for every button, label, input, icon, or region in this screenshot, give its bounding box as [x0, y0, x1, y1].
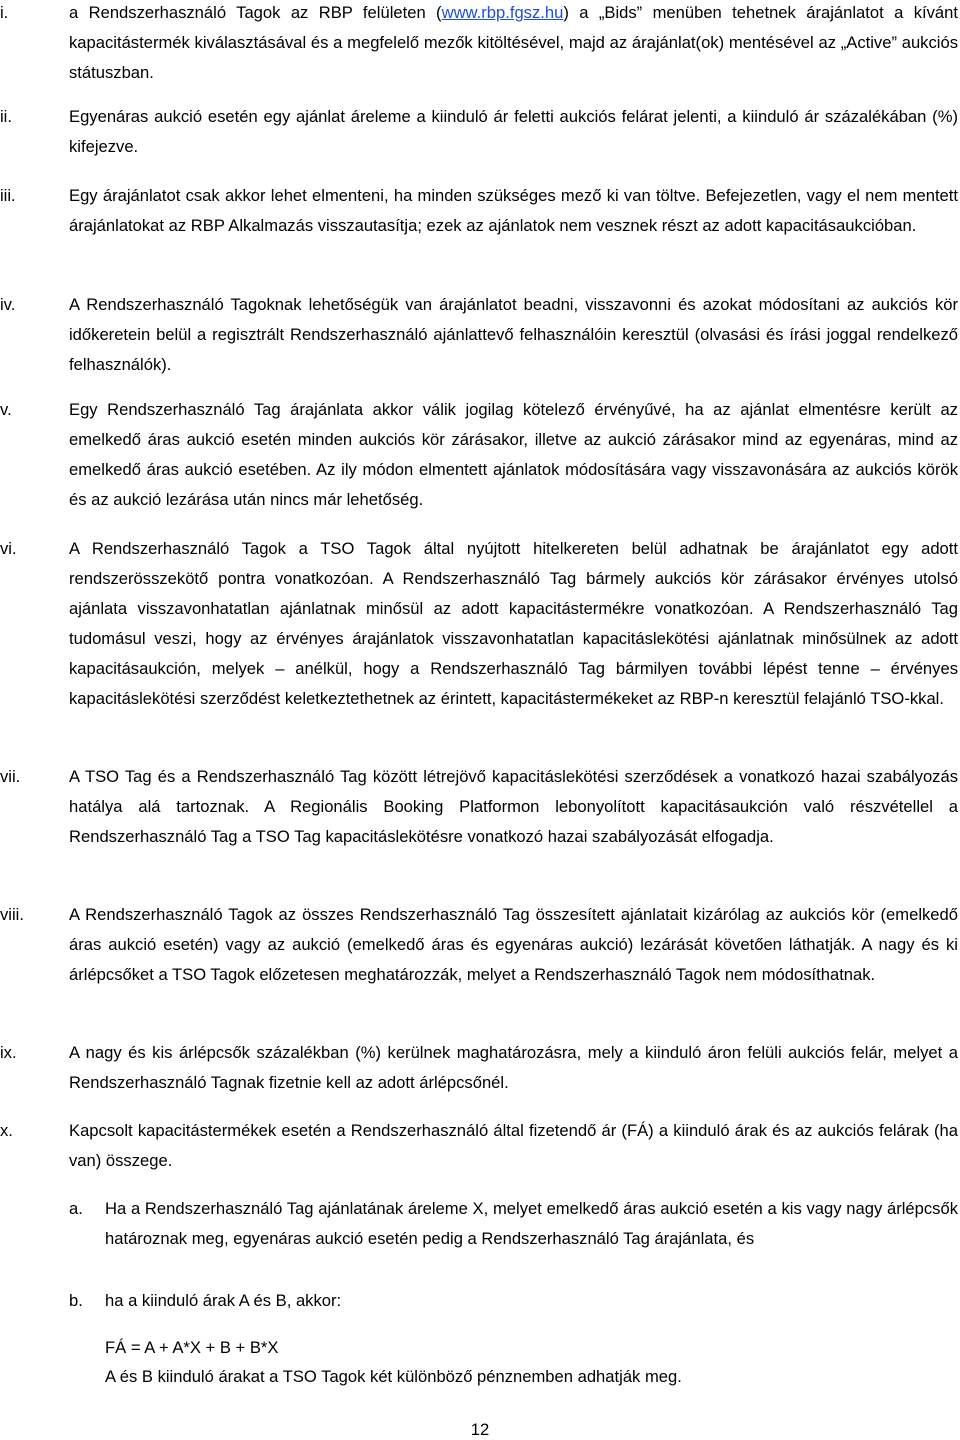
item-text-part: a Rendszerhasználó Tagok az RBP felületen ( [69, 3, 442, 22]
item-text: Egyenáras aukció esetén egy ajánlat áreleme a kiinduló ár feletti aukciós felárat jelenti, a kiinduló ár százalékában (%) kifejezve. [69, 107, 958, 156]
list-item [0, 1038, 960, 1098]
item-text: Egy árajánlatot csak akkor lehet elmenteni, ha minden szükséges mező ki van töltve. Befejezetlen, vagy el nem mentett árajánlatokat az RBP Alkalmazás visszautasítja; ezek az ajánlatok nem vesznek részt az adott kapacitásaukcióban. [69, 186, 958, 235]
list-item [0, 534, 960, 714]
item-text: Egy Rendszerhasználó Tag árajánlata akkor válik jogilag kötelező érvényűvé, ha az ajánlat elmentésre került az emelkedő áras aukció esetén minden aukciós kör zárásakor, illetve az aukció zárásakor mind az egyenáras, mind az emelkedő áras aukció esetében. Az ily módon elmentett ajánlatok módosítására vagy visszavonására az aukciós körök és az aukció lezárása után nincs már lehetőség. [69, 400, 958, 509]
sub-item-text: ha a kiinduló árak A és B, akkor: [105, 1291, 342, 1310]
item-number: ii. [0, 107, 12, 126]
item-number: iv. [0, 295, 16, 314]
page-number: 12 [470, 1420, 490, 1439]
sub-item-letter: b. [69, 1291, 83, 1310]
item-text [69, 0, 958, 88]
item-text: A TSO Tag és a Rendszerhasználó Tag között létrejövő kapacitáslekötési szerződések a vonatkozó hazai szabályozás hatálya alá tartoznak. A Regionális Booking Platformon lebonyolított kapacitásaukción való részvétellel a Rendszerhasználó Tag a TSO Tag kapacitáslekötésre vonatkozó hazai szabályozását elfogadja. [69, 767, 958, 846]
item-number: i. [0, 3, 9, 22]
item-text: A Rendszerhasználó Tagoknak lehetőségük van árajánlatot beadni, visszavonni és azokat módosítani az aukciós kör időkeretein belül a regisztrált Rendszerhasználó ajánlattevő felhasználóin keresztül (olvasási és írási joggal rendelkező felhasználók). [69, 295, 958, 374]
item-number: v. [0, 400, 12, 419]
list-item [0, 395, 960, 515]
sub-item-text: Ha a Rendszerhasználó Tag ajánlatának áreleme X, melyet emelkedő áras aukció esetén a kis vagy nagy árlépcsők határoznak meg, egyenáras aukció esetén pedig a Rendszerhasználó Tag árajánlata, és [105, 1199, 958, 1248]
item-number: vii. [0, 767, 21, 786]
rbp-link[interactable]: www.rbp.fgsz.hu [441, 3, 564, 22]
list-item [0, 0, 960, 88]
sub-item-letter: a. [69, 1199, 83, 1218]
sub-list-item [69, 1194, 958, 1254]
formula: FÁ = A + A*X + B + B*X [105, 1338, 279, 1357]
item-number: ix. [0, 1043, 17, 1062]
list-item [0, 900, 960, 990]
list-item [0, 290, 960, 380]
item-text: A Rendszerhasználó Tagok az összes Rendszerhasználó Tag összesített ajánlatait kizárólag az aukciós kör (emelkedő áras aukció esetén) vagy az aukció (emelkedő áras és egyenáras aukció) lezárását követően láthatják. A nagy és ki árlépcsőket a TSO Tagok előzetesen meghatározzák, melyet a Rendszerhasználó Tagok nem módosíthatnak. [69, 905, 958, 984]
item-number: vi. [0, 539, 17, 558]
item-number: viii. [0, 905, 24, 924]
item-text: Kapcsolt kapacitástermékek esetén a Rendszerhasználó által fizetendő ár (FÁ) a kiinduló árak és az aukciós felárak (ha van) összege. [69, 1121, 958, 1170]
item-text: A nagy és kis árlépcsők százalékban (%) kerülnek maghatározásra, mely a kiinduló áron felüli aukciós felár, melyet a Rendszerhasználó Tagnak fizetnie kell az adott árlépcsőnél. [69, 1043, 958, 1092]
list-item [0, 1116, 960, 1176]
item-text-part: ) a „Bids” menüben tehetnek árajánlatot a kívánt kapacitástermék kiválasztásával és a megfelelő mezők kitöltésével, majd az árajánlat(ok) mentésével az „Active” aukciós státuszban. [69, 3, 958, 82]
list-item [0, 181, 960, 241]
formula-note: A és B kiinduló árakat a TSO Tagok két különböző pénznemben adhatják meg. [105, 1367, 682, 1386]
sub-list-item [69, 1286, 958, 1316]
list-item [0, 102, 960, 162]
item-number: x. [0, 1121, 13, 1140]
item-text: A Rendszerhasználó Tagok a TSO Tagok által nyújtott hitelkereten belül adhatnak be árajánlatot egy adott rendszerösszekötő pontra vonatkozóan. A Rendszerhasználó Tag bármely aukciós kör zárásakor érvényes utolsó ajánlata visszavonhatatlan ajánlatnak minősül az adott kapacitástermékre vonatkozóan. A Rendszerhasználó Tag tudomásul veszi, hogy az érvényes árajánlatok visszavonhatatlan kapacitáslekötési ajánlatnak minősülnek az adott kapacitásaukción, melyek – anélkül, hogy a Rendszerhasználó Tag bármilyen további lépést tenne – érvényes kapacitáslekötési szerződést keletkeztethetnek az érintett, kapacitástermékeket az RBP-n keresztül felajánló TSO-kkal. [69, 539, 958, 708]
list-item [0, 762, 960, 852]
item-number: iii. [0, 186, 16, 205]
